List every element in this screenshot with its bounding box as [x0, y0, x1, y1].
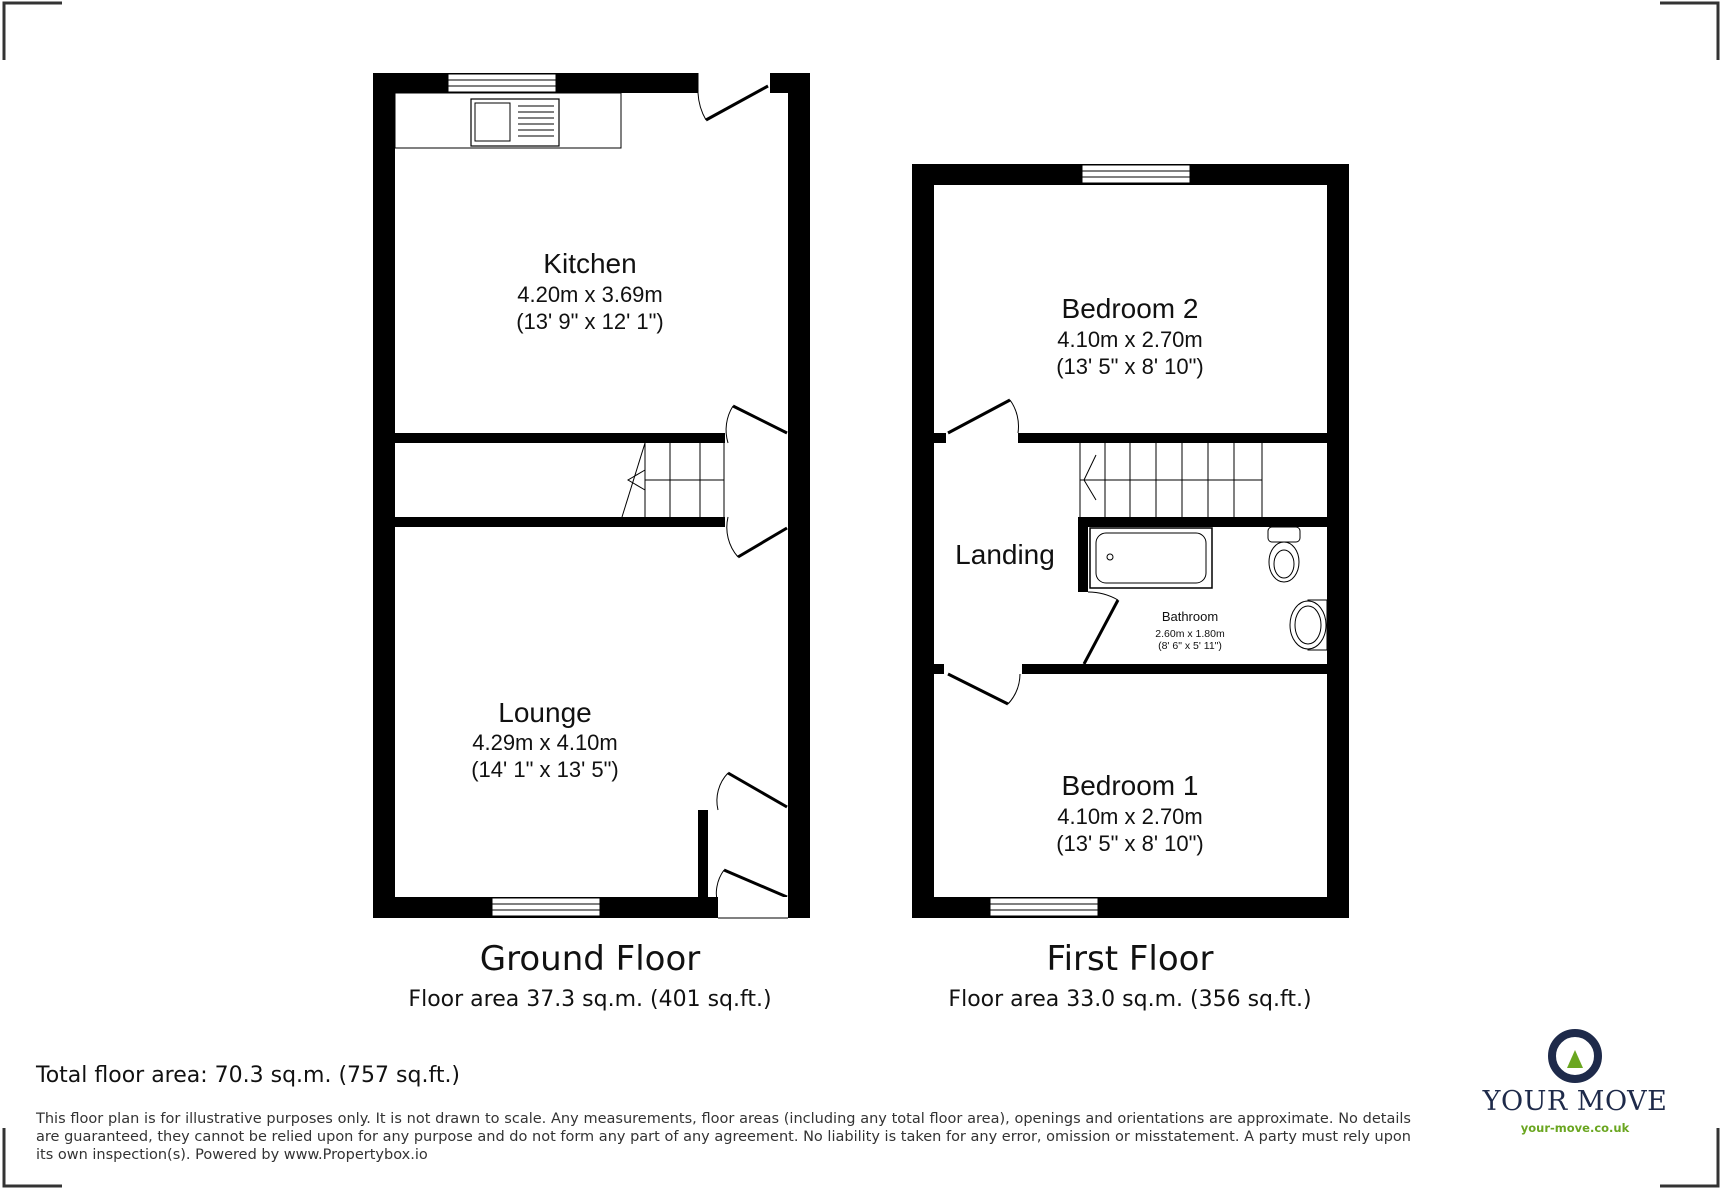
- total-floor-area: Total floor area: 70.3 sq.m. (757 sq.ft.): [36, 1063, 461, 1088]
- room-name-lounge: Lounge: [498, 697, 592, 728]
- brand-logo: [1480, 1028, 1670, 1135]
- room-name-bedroom-1: Bedroom 1: [1061, 770, 1199, 801]
- first-floor-title: First Floor: [1046, 939, 1214, 979]
- room-metric-bedroom-2: 4.10m x 2.70m: [1057, 327, 1203, 352]
- first-floor-area: Floor area 33.0 sq.m. (356 sq.ft.): [948, 987, 1312, 1012]
- first-floor-plan: [912, 164, 1349, 1012]
- brand-url: your-move.co.uk: [1520, 1121, 1630, 1135]
- room-imperial-lounge: (14' 1" x 13' 5"): [471, 757, 619, 782]
- room-name-landing: Landing: [955, 539, 1055, 570]
- room-name-bathroom: Bathroom: [1161, 609, 1219, 624]
- room-metric-kitchen: 4.20m x 3.69m: [517, 282, 663, 307]
- room-imperial-bathroom: (8' 6" x 5' 11"): [1158, 640, 1222, 652]
- ground-floor-area: Floor area 37.3 sq.m. (401 sq.ft.): [408, 987, 772, 1012]
- room-imperial-bedroom-1: (13' 5" x 8' 10"): [1056, 831, 1204, 856]
- room-imperial-bedroom-2: (13' 5" x 8' 10"): [1056, 354, 1204, 379]
- room-metric-lounge: 4.29m x 4.10m: [472, 730, 618, 755]
- ground-floor-plan: [373, 73, 810, 1012]
- room-name-bedroom-2: Bedroom 2: [1061, 293, 1199, 324]
- pin-circle-icon: [1543, 1028, 1607, 1084]
- room-imperial-kitchen: (13' 9" x 12' 1"): [516, 309, 664, 334]
- room-name-kitchen: Kitchen: [543, 248, 637, 279]
- ground-floor-title: Ground Floor: [479, 939, 701, 979]
- room-metric-bedroom-1: 4.10m x 2.70m: [1057, 804, 1203, 829]
- disclaimer-text: This floor plan is for illustrative purposes only. It is not drawn to scale. Any measurements, floor areas (including any total floor area), openings and orientations are approximate. No details are guaranteed, they cannot be relied upon for any purpose and do not form any part of any agreement. No liability is taken for any error, omission or misstatement. A party must rely upon its own inspection(s). Powered by www.Propertybox.io: [36, 1111, 1411, 1163]
- crop-marks: [4, 3, 1718, 1186]
- brand-name: YOUR MOVE: [1482, 1086, 1668, 1117]
- room-metric-bathroom: 2.60m x 1.80m: [1155, 628, 1225, 640]
